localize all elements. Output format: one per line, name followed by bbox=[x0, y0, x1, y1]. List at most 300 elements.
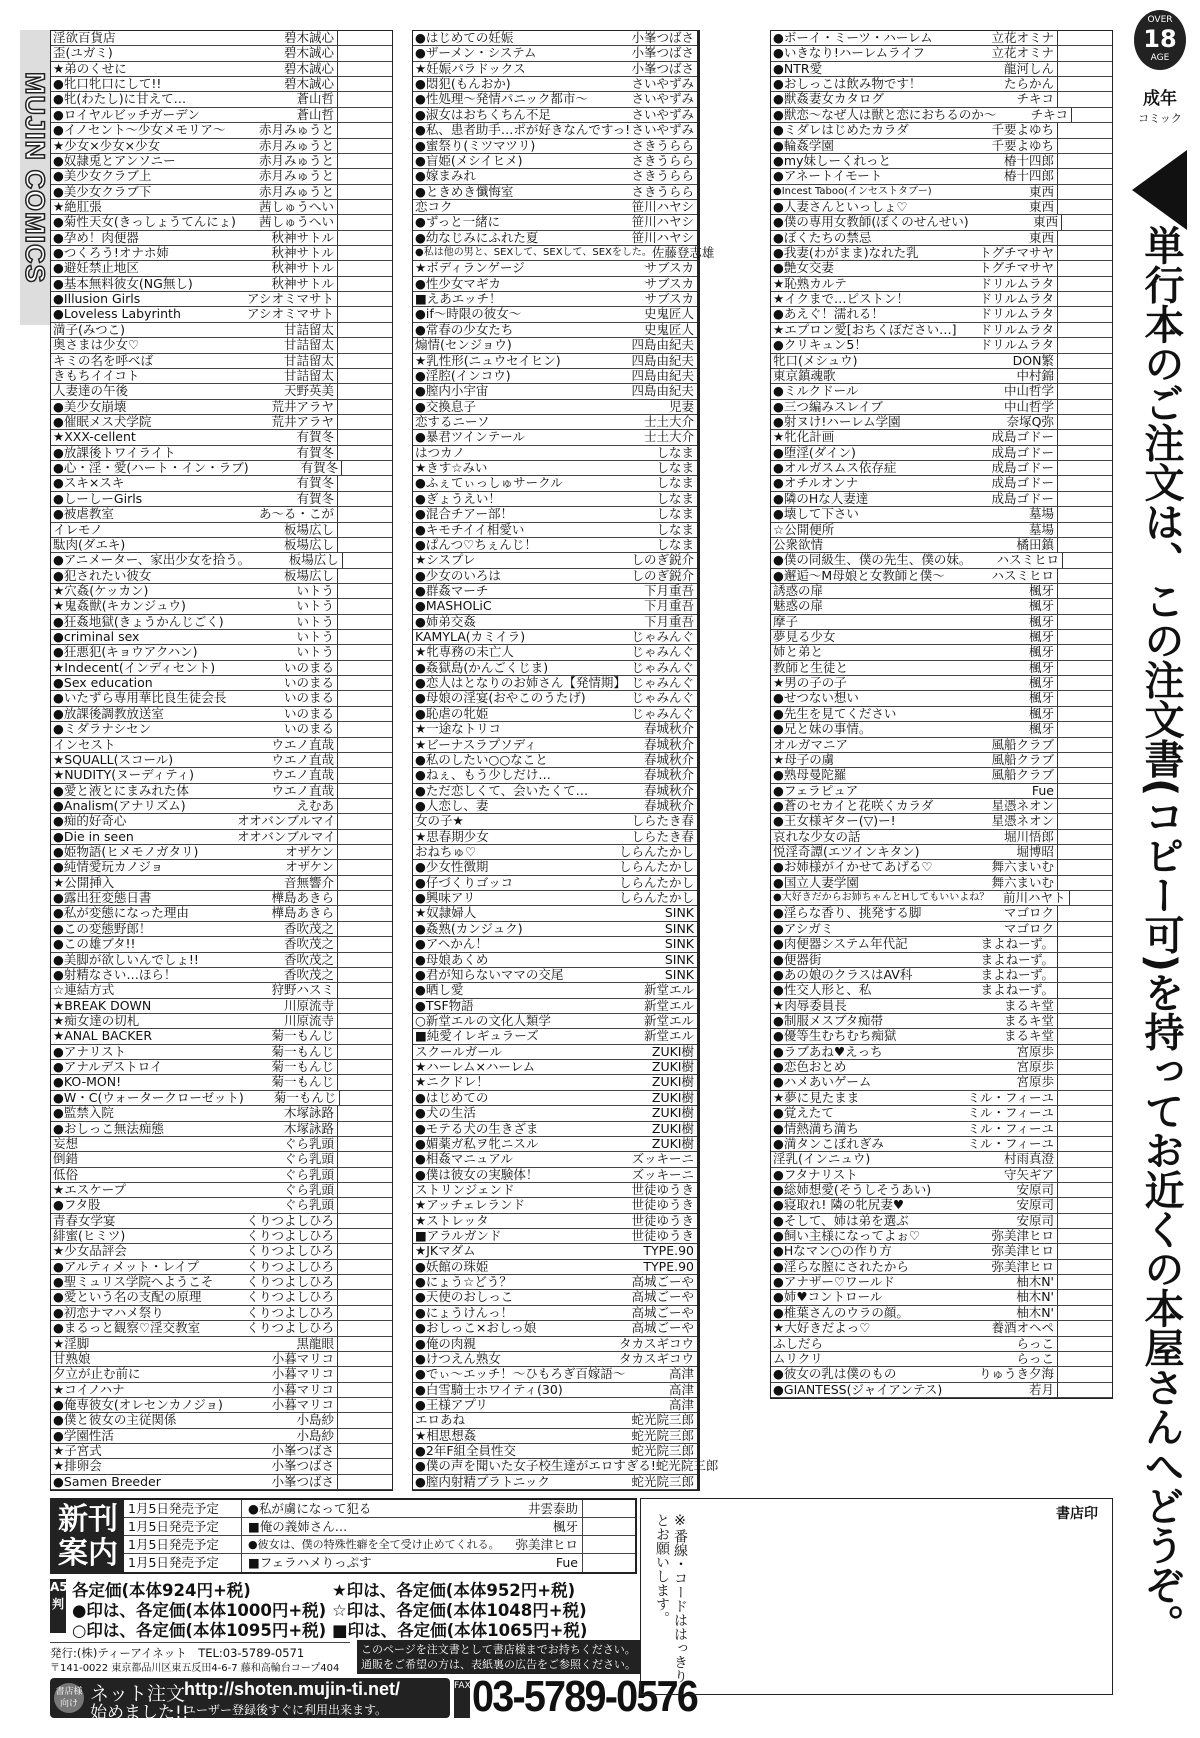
order-checkbox[interactable] bbox=[1057, 569, 1112, 583]
book-title: ●僕は彼女の実験体！ bbox=[415, 1166, 539, 1182]
book-author: 蛇光院三郎 bbox=[655, 1458, 719, 1474]
order-row bbox=[413, 1244, 697, 1259]
order-checkbox[interactable] bbox=[337, 185, 392, 199]
order-checkbox[interactable] bbox=[337, 430, 392, 444]
order-checkbox[interactable] bbox=[1057, 1045, 1112, 1059]
order-checkbox[interactable] bbox=[337, 323, 392, 337]
book-title: ●そして、姉は弟を選ぶ bbox=[773, 1212, 909, 1228]
book-title: ●ミルクドール bbox=[773, 383, 859, 399]
order-checkbox[interactable] bbox=[1057, 753, 1112, 767]
order-checkbox[interactable] bbox=[1057, 707, 1112, 721]
order-checkbox[interactable] bbox=[337, 215, 392, 229]
net-order-url[interactable]: http://shoten.mujin-ti.net/ bbox=[184, 1679, 400, 1699]
book-author: ZUKI樹 bbox=[651, 1043, 694, 1059]
order-row bbox=[51, 492, 392, 507]
order-checkbox[interactable] bbox=[1057, 830, 1112, 844]
order-checkbox[interactable] bbox=[1057, 46, 1112, 60]
order-checkbox[interactable] bbox=[337, 1168, 392, 1182]
order-checkbox[interactable] bbox=[337, 492, 392, 506]
order-checkbox[interactable] bbox=[337, 753, 392, 767]
book-author: 堀川悟郎 bbox=[1003, 828, 1054, 844]
order-checkbox[interactable] bbox=[1057, 615, 1112, 629]
book-title: ●ミダラナシセン bbox=[53, 721, 152, 737]
order-checkbox[interactable] bbox=[337, 92, 392, 106]
book-title: ●ずっと一緒に bbox=[415, 214, 501, 230]
order-checkbox[interactable] bbox=[1057, 1383, 1112, 1397]
order-checkbox[interactable] bbox=[337, 1459, 392, 1473]
price-line: ■印は、各定価(本体1065円+税) bbox=[332, 1621, 588, 1640]
order-row bbox=[51, 1413, 392, 1428]
order-checkbox[interactable] bbox=[1057, 584, 1112, 598]
order-row bbox=[413, 584, 697, 599]
order-checkbox[interactable] bbox=[337, 1383, 392, 1397]
order-row bbox=[51, 1383, 392, 1398]
book-title: ●お姉様がイかせてあげる♡ bbox=[773, 859, 933, 875]
order-checkbox[interactable] bbox=[337, 523, 392, 537]
order-checkbox[interactable] bbox=[337, 1106, 392, 1120]
order-checkbox[interactable] bbox=[337, 860, 392, 874]
order-checkbox[interactable] bbox=[1057, 1198, 1112, 1212]
order-checkbox[interactable] bbox=[1057, 1122, 1112, 1136]
order-checkbox[interactable] bbox=[1057, 922, 1112, 936]
order-checkbox[interactable] bbox=[337, 953, 392, 967]
order-checkbox[interactable] bbox=[1057, 200, 1112, 214]
fax-label: FAX bbox=[454, 1680, 470, 1718]
order-checkbox[interactable] bbox=[1057, 1306, 1112, 1320]
order-checkbox[interactable] bbox=[1057, 1275, 1112, 1289]
order-checkbox[interactable] bbox=[337, 1429, 392, 1443]
book-title: 満子(みつこ) bbox=[53, 321, 126, 337]
release-author: 楓牙 bbox=[503, 1518, 583, 1535]
order-row bbox=[51, 1137, 392, 1152]
order-checkbox[interactable] bbox=[337, 261, 392, 275]
order-checkbox[interactable] bbox=[337, 200, 392, 214]
order-checkbox[interactable] bbox=[1057, 1029, 1112, 1043]
book-author: 四島由紀夫 bbox=[631, 383, 694, 399]
order-checkbox[interactable] bbox=[1057, 354, 1112, 368]
order-row bbox=[771, 1244, 1112, 1259]
order-checkbox[interactable] bbox=[1057, 1152, 1112, 1166]
order-checkbox[interactable] bbox=[1057, 246, 1112, 260]
order-checkbox[interactable] bbox=[1057, 538, 1112, 552]
order-checkbox[interactable] bbox=[337, 1198, 392, 1212]
order-checkbox[interactable] bbox=[1057, 231, 1112, 245]
order-checkbox[interactable] bbox=[337, 630, 392, 644]
order-checkbox[interactable] bbox=[337, 1183, 392, 1197]
order-row bbox=[771, 937, 1112, 952]
book-title: ★ANAL BACKER bbox=[53, 1028, 153, 1044]
order-checkbox[interactable] bbox=[337, 1244, 392, 1258]
order-row bbox=[771, 707, 1112, 722]
book-title: 公衆欲情 bbox=[773, 536, 824, 552]
order-checkbox[interactable] bbox=[337, 1229, 392, 1243]
order-checkbox[interactable] bbox=[1057, 139, 1112, 153]
book-author: 四島由紀夫 bbox=[631, 367, 694, 383]
new-release-row bbox=[124, 1500, 635, 1518]
order-checkbox[interactable] bbox=[337, 645, 392, 659]
book-title: 人妻達の午後 bbox=[53, 383, 129, 399]
order-row bbox=[413, 245, 715, 261]
book-author: ZUKI樹 bbox=[651, 1135, 694, 1151]
order-checkbox[interactable] bbox=[1057, 492, 1112, 506]
order-checkbox[interactable] bbox=[337, 1413, 392, 1427]
book-author: 士土大介 bbox=[643, 413, 694, 429]
order-checkbox[interactable] bbox=[1057, 1260, 1112, 1274]
book-title: ストリンジェンド bbox=[415, 1181, 515, 1197]
order-row bbox=[413, 261, 697, 276]
book-title: ★少女×少女×少女 bbox=[53, 137, 161, 153]
order-checkbox[interactable] bbox=[1057, 476, 1112, 490]
book-title: ●オルガスムス依存症 bbox=[773, 460, 897, 476]
order-checkbox[interactable] bbox=[1057, 1337, 1112, 1351]
book-author: ドリルムラタ bbox=[979, 291, 1054, 307]
order-checkbox[interactable] bbox=[337, 292, 392, 306]
book-author: ZUKI樹 bbox=[651, 1120, 694, 1136]
order-checkbox[interactable] bbox=[1057, 645, 1112, 659]
order-checkbox[interactable] bbox=[1057, 338, 1112, 352]
order-checkbox[interactable] bbox=[1057, 507, 1112, 521]
order-checkbox[interactable] bbox=[1057, 523, 1112, 537]
order-checkbox[interactable] bbox=[1057, 92, 1112, 106]
order-row bbox=[771, 830, 1112, 845]
book-title: ●アナザー♡ワールド bbox=[773, 1274, 895, 1290]
order-checkbox[interactable] bbox=[1057, 722, 1112, 736]
order-checkbox[interactable] bbox=[1062, 553, 1112, 567]
order-checkbox[interactable] bbox=[1057, 676, 1112, 690]
order-checkbox[interactable] bbox=[1057, 323, 1112, 337]
order-checkbox[interactable] bbox=[1057, 937, 1112, 951]
order-row bbox=[771, 1060, 1112, 1075]
order-checkbox[interactable] bbox=[1057, 1229, 1112, 1243]
order-checkbox[interactable] bbox=[337, 814, 392, 828]
book-title: ●王女様ギター(▽)ー! bbox=[773, 813, 896, 829]
book-author: 成島ゴドー bbox=[991, 444, 1054, 460]
order-checkbox[interactable] bbox=[337, 507, 392, 521]
order-checkbox[interactable] bbox=[337, 999, 392, 1013]
order-checkbox[interactable] bbox=[1057, 1137, 1112, 1151]
order-checkbox[interactable] bbox=[337, 77, 392, 91]
book-author: 世徒ゆうき bbox=[631, 1197, 694, 1213]
book-author: 板場広し bbox=[283, 521, 334, 537]
order-checkbox[interactable] bbox=[1057, 369, 1112, 383]
release-title: ●私が虜になって犯る bbox=[248, 1501, 372, 1516]
order-checkbox[interactable] bbox=[337, 707, 392, 721]
order-checkbox[interactable] bbox=[337, 676, 392, 690]
order-checkbox[interactable] bbox=[337, 1367, 392, 1381]
order-checkbox[interactable] bbox=[1057, 1168, 1112, 1182]
book-title: ★肉辱委員長 bbox=[773, 997, 847, 1013]
order-checkbox[interactable] bbox=[337, 338, 392, 352]
order-checkbox[interactable] bbox=[1057, 968, 1112, 982]
order-checkbox[interactable] bbox=[1057, 62, 1112, 76]
order-checkbox[interactable] bbox=[337, 584, 392, 598]
book-title: ●Illusion Girls bbox=[53, 291, 141, 307]
order-checkbox[interactable] bbox=[1057, 599, 1112, 613]
order-checkbox[interactable] bbox=[337, 922, 392, 936]
order-row bbox=[51, 139, 392, 154]
order-checkbox[interactable] bbox=[1057, 691, 1112, 705]
order-row bbox=[51, 691, 392, 706]
order-checkbox[interactable] bbox=[337, 154, 392, 168]
order-checkbox[interactable] bbox=[1057, 860, 1112, 874]
book-author: 下月重吾 bbox=[643, 613, 694, 629]
order-checkbox[interactable] bbox=[1057, 1367, 1112, 1381]
order-checkbox[interactable] bbox=[1057, 123, 1112, 137]
book-title: ★NUDITY(ヌーディティ) bbox=[53, 767, 195, 783]
over-18-badge bbox=[1134, 10, 1186, 70]
order-checkbox[interactable] bbox=[1057, 185, 1112, 199]
order-checkbox[interactable] bbox=[337, 400, 392, 414]
order-row bbox=[413, 1275, 697, 1290]
book-author: 蛇光院三郎 bbox=[631, 1427, 694, 1443]
order-checkbox[interactable] bbox=[337, 1060, 392, 1074]
order-row bbox=[413, 1306, 697, 1321]
order-checkbox[interactable] bbox=[337, 139, 392, 153]
order-checkbox[interactable] bbox=[1057, 1075, 1112, 1089]
book-title: ●僕と彼女の主従関係 bbox=[53, 1412, 177, 1428]
order-checkbox[interactable] bbox=[337, 1214, 392, 1228]
order-checkbox[interactable] bbox=[583, 1500, 635, 1517]
order-checkbox[interactable] bbox=[1057, 400, 1112, 414]
order-checkbox[interactable] bbox=[337, 369, 392, 383]
order-checkbox[interactable] bbox=[583, 1554, 635, 1572]
order-checkbox[interactable] bbox=[1057, 784, 1112, 798]
book-title: ●熟母曼陀羅 bbox=[773, 767, 847, 783]
book-title: ●蒼のセカイと花咲くカラダ bbox=[773, 797, 934, 813]
order-checkbox[interactable] bbox=[1057, 1014, 1112, 1028]
order-checkbox[interactable] bbox=[1057, 169, 1112, 183]
order-checkbox[interactable] bbox=[1061, 215, 1112, 229]
order-checkbox[interactable] bbox=[1057, 953, 1112, 967]
order-row bbox=[413, 185, 697, 200]
order-checkbox[interactable] bbox=[337, 784, 392, 798]
book-author: 楓牙 bbox=[1028, 613, 1054, 629]
book-author: 有賀冬 bbox=[296, 444, 334, 460]
order-checkbox[interactable] bbox=[1057, 154, 1112, 168]
order-checkbox[interactable] bbox=[339, 1091, 392, 1105]
book-title: ●けつえん熟女 bbox=[415, 1350, 501, 1366]
book-title: ★ニクドレ！ bbox=[415, 1074, 489, 1090]
order-checkbox[interactable] bbox=[1057, 1060, 1112, 1074]
order-row bbox=[413, 384, 697, 399]
order-checkbox[interactable] bbox=[1057, 1091, 1112, 1105]
order-checkbox[interactable] bbox=[337, 768, 392, 782]
order-checkbox[interactable] bbox=[337, 599, 392, 613]
order-checkbox[interactable] bbox=[337, 384, 392, 398]
book-author: 四島由紀夫 bbox=[631, 352, 694, 368]
order-checkbox[interactable] bbox=[342, 553, 392, 567]
order-checkbox[interactable] bbox=[1057, 1214, 1112, 1228]
order-checkbox[interactable] bbox=[1071, 108, 1112, 122]
order-checkbox[interactable] bbox=[337, 691, 392, 705]
order-checkbox[interactable] bbox=[337, 1275, 392, 1289]
order-checkbox[interactable] bbox=[1057, 1352, 1112, 1366]
order-checkbox[interactable] bbox=[337, 968, 392, 982]
order-row bbox=[771, 599, 1112, 614]
order-checkbox[interactable] bbox=[1057, 661, 1112, 675]
order-checkbox[interactable] bbox=[337, 231, 392, 245]
book-author: 菊一もんじ bbox=[271, 1028, 334, 1044]
order-checkbox[interactable] bbox=[1057, 906, 1112, 920]
book-author: 茜しゅうへい bbox=[258, 198, 334, 214]
order-checkbox[interactable] bbox=[1057, 1106, 1112, 1120]
order-checkbox[interactable] bbox=[337, 1045, 392, 1059]
order-checkbox[interactable] bbox=[1057, 461, 1112, 475]
order-checkbox[interactable] bbox=[337, 661, 392, 675]
order-checkbox[interactable] bbox=[1057, 876, 1112, 890]
order-checkbox[interactable] bbox=[337, 46, 392, 60]
book-author: 小峯つばさ bbox=[631, 60, 694, 76]
order-checkbox[interactable] bbox=[1057, 77, 1112, 91]
order-row bbox=[771, 231, 1112, 246]
order-checkbox[interactable] bbox=[337, 1075, 392, 1089]
order-checkbox[interactable] bbox=[337, 1260, 392, 1274]
order-checkbox[interactable] bbox=[337, 354, 392, 368]
order-checkbox[interactable] bbox=[1057, 983, 1112, 997]
order-checkbox[interactable] bbox=[1057, 415, 1112, 429]
book-author: まよねーず。 bbox=[980, 951, 1054, 967]
book-title: きもちイイコト bbox=[53, 367, 140, 383]
order-checkbox[interactable] bbox=[1069, 891, 1112, 905]
order-checkbox[interactable] bbox=[1057, 814, 1112, 828]
book-author: 成島ゴドー bbox=[991, 475, 1054, 491]
order-checkbox[interactable] bbox=[337, 983, 392, 997]
book-author: 春城秋介 bbox=[643, 782, 694, 798]
order-checkbox[interactable] bbox=[337, 1444, 392, 1458]
order-checkbox[interactable] bbox=[337, 62, 392, 76]
order-checkbox[interactable] bbox=[337, 1398, 392, 1412]
order-row bbox=[413, 1429, 697, 1444]
order-checkbox[interactable] bbox=[337, 1029, 392, 1043]
order-checkbox[interactable] bbox=[1057, 1290, 1112, 1304]
order-row bbox=[413, 538, 697, 553]
book-author: 香吹茂之 bbox=[283, 951, 334, 967]
book-author: じゃみんぐ bbox=[631, 629, 694, 645]
book-title: キミの名を呼べば bbox=[53, 352, 154, 368]
order-checkbox[interactable] bbox=[337, 876, 392, 890]
order-checkbox[interactable] bbox=[337, 169, 392, 183]
book-author: 春城秋介 bbox=[643, 767, 694, 783]
order-checkbox[interactable] bbox=[337, 108, 392, 122]
order-row bbox=[771, 461, 1112, 476]
book-author: 下月重吾 bbox=[643, 582, 694, 598]
order-checkbox[interactable] bbox=[341, 461, 392, 475]
order-checkbox[interactable] bbox=[337, 1014, 392, 1028]
order-row bbox=[771, 1367, 1112, 1382]
order-checkbox[interactable] bbox=[1057, 738, 1112, 752]
order-checkbox[interactable] bbox=[1057, 799, 1112, 813]
order-checkbox[interactable] bbox=[1057, 292, 1112, 306]
order-checkbox[interactable] bbox=[1057, 31, 1112, 45]
order-checkbox[interactable] bbox=[337, 906, 392, 920]
book-author: 千要よゆち bbox=[991, 122, 1054, 138]
order-checkbox[interactable] bbox=[1057, 277, 1112, 291]
price-line: ●印は、各定価(本体1000円+税) bbox=[72, 1601, 327, 1620]
order-checkbox[interactable] bbox=[337, 845, 392, 859]
order-checkbox[interactable] bbox=[1057, 307, 1112, 321]
order-row bbox=[51, 1352, 392, 1367]
order-checkbox[interactable] bbox=[1057, 768, 1112, 782]
book-title: ★BREAK DOWN bbox=[53, 997, 152, 1013]
book-title: ●催眠メス犬学院 bbox=[53, 413, 152, 429]
order-checkbox[interactable] bbox=[337, 722, 392, 736]
book-title: ●私は他の男と、SEXして、SEXして、SEXをした。 bbox=[415, 247, 652, 259]
order-row bbox=[771, 799, 1112, 814]
order-checkbox[interactable] bbox=[337, 569, 392, 583]
order-checkbox[interactable] bbox=[1057, 630, 1112, 644]
order-checkbox[interactable] bbox=[1057, 446, 1112, 460]
order-checkbox[interactable] bbox=[1057, 845, 1112, 859]
book-title: ●姦獄島(かんごくじま) bbox=[415, 659, 549, 675]
order-checkbox[interactable] bbox=[1057, 430, 1112, 444]
book-title: ●混合チアー部！ bbox=[415, 506, 514, 522]
order-checkbox[interactable] bbox=[337, 1475, 392, 1489]
book-author: 笹川ハヤシ bbox=[631, 214, 694, 230]
order-checkbox[interactable] bbox=[337, 1337, 392, 1351]
order-checkbox[interactable] bbox=[337, 446, 392, 460]
order-checkbox[interactable] bbox=[337, 123, 392, 137]
order-checkbox[interactable] bbox=[1057, 1321, 1112, 1335]
order-row bbox=[771, 446, 1112, 461]
order-checkbox[interactable] bbox=[337, 1122, 392, 1136]
order-checkbox[interactable] bbox=[337, 1352, 392, 1366]
book-title: ●群姦マーチ bbox=[415, 582, 489, 598]
book-author: 堀博昭 bbox=[1016, 844, 1054, 860]
order-checkbox[interactable] bbox=[1057, 1183, 1112, 1197]
book-author: 有賀冬 bbox=[296, 429, 334, 445]
order-row bbox=[771, 523, 1112, 538]
order-checkbox[interactable] bbox=[1057, 999, 1112, 1013]
order-checkbox[interactable] bbox=[337, 615, 392, 629]
book-title: ●少女のいろは bbox=[415, 567, 501, 583]
order-checkbox[interactable] bbox=[1057, 261, 1112, 275]
book-title: ●Analism(アナリズム) bbox=[53, 797, 186, 813]
order-checkbox[interactable] bbox=[337, 538, 392, 552]
order-checkbox[interactable] bbox=[337, 1290, 392, 1304]
order-checkbox[interactable] bbox=[337, 1137, 392, 1151]
order-checkbox[interactable] bbox=[337, 891, 392, 905]
order-checkbox[interactable] bbox=[337, 246, 392, 260]
order-checkbox[interactable] bbox=[337, 1152, 392, 1166]
order-checkbox[interactable] bbox=[337, 1321, 392, 1335]
order-checkbox[interactable] bbox=[337, 476, 392, 490]
book-title: ●放課後調教放送室 bbox=[53, 705, 164, 721]
book-author: たらかん bbox=[1003, 76, 1054, 92]
order-checkbox[interactable] bbox=[583, 1518, 635, 1535]
order-checkbox[interactable] bbox=[337, 307, 392, 321]
book-author: いのまる bbox=[283, 690, 334, 706]
order-checkbox[interactable] bbox=[337, 799, 392, 813]
order-checkbox[interactable] bbox=[337, 1306, 392, 1320]
order-checkbox[interactable] bbox=[337, 31, 392, 45]
order-checkbox[interactable] bbox=[1057, 384, 1112, 398]
order-row bbox=[413, 1321, 697, 1336]
book-title: ●俺専彼女(オレセンカノジョ) bbox=[53, 1396, 223, 1412]
order-checkbox[interactable] bbox=[1057, 1244, 1112, 1258]
order-checkbox[interactable] bbox=[337, 738, 392, 752]
order-checkbox[interactable] bbox=[337, 277, 392, 291]
order-checkbox[interactable] bbox=[337, 830, 392, 844]
book-title: ●にょうけんっ！ bbox=[415, 1304, 514, 1320]
book-author: さきうらら bbox=[631, 137, 694, 153]
book-title: ●姉弟交姦 bbox=[415, 613, 476, 629]
order-checkbox[interactable] bbox=[583, 1536, 635, 1553]
book-title: ■えあエッチ！ bbox=[415, 291, 502, 307]
book-title: 淫乳(インニュウ) bbox=[773, 1151, 871, 1167]
release-title: ●彼女は、僕の特殊性癖を全て受け止めてくれる。 bbox=[248, 1538, 500, 1551]
order-checkbox[interactable] bbox=[337, 937, 392, 951]
order-checkbox[interactable] bbox=[337, 415, 392, 429]
